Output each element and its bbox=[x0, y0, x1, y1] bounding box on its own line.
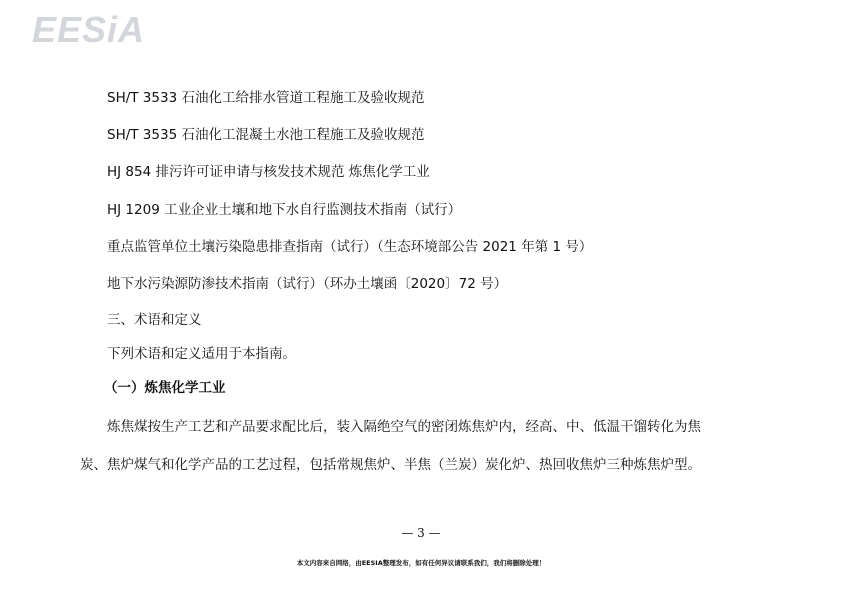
section-heading-terms: 三、术语和定义 bbox=[107, 312, 202, 328]
eesia-logo: EESiA bbox=[32, 9, 146, 50]
subheading-coking-industry: （一）炼焦化学工业 bbox=[104, 380, 226, 396]
standard-item-sht3533: SH/T 3533 石油化工给排水管道工程施工及验收规范 bbox=[107, 90, 425, 106]
definition-paragraph-line-2: 炭、焦炉煤气和化学产品的工艺过程，包括常规焦炉、半焦（兰炭）炭化炉、热回收焦炉三种炼焦炉型。 bbox=[80, 457, 701, 473]
standard-item-soil-guideline: 重点监管单位土壤污染隐患排查指南（试行）（生态环境部公告 2021 年第 1 号） bbox=[107, 239, 593, 255]
source-notice: 本文内容来自网络，由EESIA整理发布，如有任何异议请联系我们，我们将删除处理！ bbox=[296, 559, 546, 567]
standard-item-hj854: HJ 854 排污许可证申请与核发技术规范 炼焦化学工业 bbox=[107, 164, 430, 180]
terms-intro: 下列术语和定义适用于本指南。 bbox=[107, 346, 296, 362]
definition-paragraph-line-1: 炼焦煤按生产工艺和产品要求配比后，装入隔绝空气的密闭炼焦炉内，经高、中、低温干馏转化为焦 bbox=[107, 419, 701, 435]
standard-item-hj1209: HJ 1209 工业企业土壤和地下水自行监测技术指南（试行） bbox=[107, 202, 462, 218]
standard-item-groundwater-guideline: 地下水污染源防渗技术指南（试行）（环办土壤函〔2020〕72 号） bbox=[107, 276, 508, 292]
standard-item-sht3535: SH/T 3535 石油化工混凝土水池工程施工及验收规范 bbox=[107, 127, 425, 143]
page-number: — 3 — bbox=[401, 526, 441, 540]
